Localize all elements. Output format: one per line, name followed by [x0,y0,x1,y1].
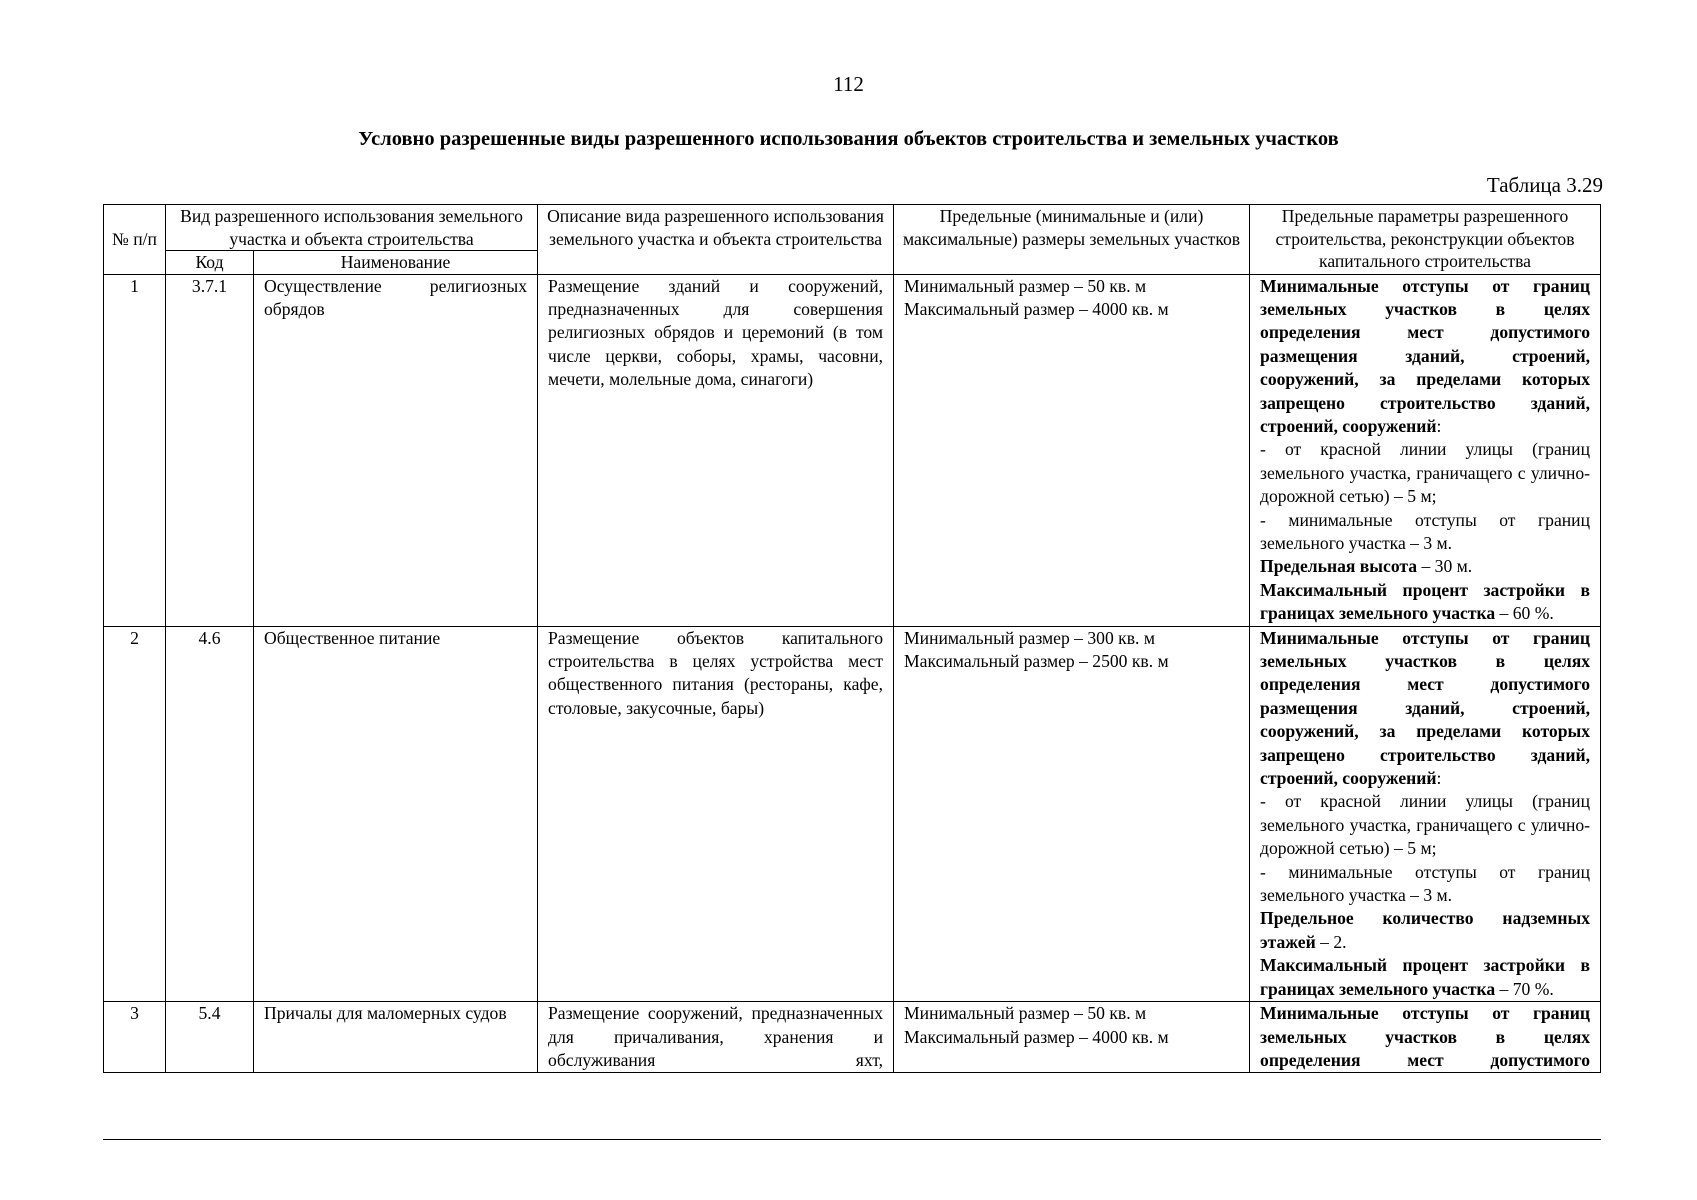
coverage-value: – 60 %. [1495,603,1554,624]
size-min: Минимальный размер – 50 кв. м [904,275,1147,296]
table-row [104,626,1601,1002]
setback-red-line: - от красной линии улицы (границ земельного участка, граничащего с улично-дорожной сетью) – 5 м; [1260,791,1591,859]
row-code: 4.6 [166,626,254,1002]
setback-red-line: - от красной линии улицы (границ земельного участка, граничащего с улично-дорожной сетью) – 5 м; [1260,439,1591,507]
height-limit-value: – 30 м. [1417,556,1473,577]
row-code: 3.7.1 [166,274,254,626]
row-land-sizes [894,626,1250,1002]
table-label: Таблица 3.29 [1486,173,1603,197]
row-code: 5.4 [166,1002,254,1073]
page-number: 112 [833,72,864,96]
coverage-label: Максимальный процент застройки в границах земельного участка [1260,579,1591,624]
size-min: Минимальный размер – 50 кв. м [904,1003,1147,1024]
row-description: Размещение сооружений, предназначенных для причаливания, хранения и обслуживания яхт, [538,1002,894,1073]
header-row [104,205,1601,251]
row-description: Размещение зданий и сооружений, предназначенных для совершения религиозных обрядов и церемоний (в том числе церкви, соборы, храмы, часовни, мечети, молельные дома, синагоги) [538,274,894,626]
size-max: Максимальный размер – 4000 кв. м [904,1026,1169,1047]
height-limit-label: Предельная высота [1260,556,1418,577]
size-max: Максимальный размер – 2500 кв. м [904,651,1169,671]
row-name: Причалы для маломерных судов [254,1002,538,1073]
row-parameters: Минимальные отступы от границ земельных участков в целях определения мест допустимого размещения зданий, строений, сооружений, за пределами которых запрещено строительство зданий, строений, сооружений: - от красной линии улицы (границ земельного участка, граничащего с улично-дорожной сетью) – 5 м; - минимальные отступы от границ земельного участка – 3 м. Предельное количество надземных этажей – 2. Максимальный процент застройки в границах земельного участка – 70 %. [1250,626,1601,1002]
size-min: Минимальный размер – 300 кв. м [904,627,1155,648]
table-row [104,1002,1601,1073]
land-use-table [103,204,1601,1073]
row-parameters [1250,1002,1601,1073]
floors-limit-label: Предельное количество надземных этажей [1260,908,1591,952]
row-land-sizes [894,274,1250,626]
row-number: 1 [104,274,166,626]
row-parameters: Минимальные отступы от границ земельных участков в целях определения мест допустимого размещения зданий, строений, сооружений, за пределами которых запрещено строительство зданий, строений, сооружений: - от красной линии улицы (границ земельного участка, граничащего с улично-дорожной сетью) – 5 м; - минимальные отступы от границ земельного участка – 3 м. Предельная высота – 30 м. Максимальный процент застройки в границах земельного участка – 60 %. [1250,274,1601,626]
setback-minimum: - минимальные отступы от границ земельного участка – 3 м. [1260,861,1591,906]
setback-minimum: - минимальные отступы от границ земельного участка – 3 м. [1260,509,1591,553]
header-use-type: Вид разрешенного использования земельного участка и объекта строительства [166,205,538,251]
coverage-label: Максимальный процент застройки в границах земельного участка [1260,955,1591,999]
row-number: 2 [104,626,166,1002]
document-title: Условно разрешенные виды разрешенного использования объектов строительства и земельных участков [358,128,1339,150]
setback-heading: Минимальные отступы от границ земельных участков в целях определения мест допустимого [1260,1003,1591,1070]
row-number: 3 [104,1002,166,1073]
header-name: Наименование [254,251,538,275]
header-description: Описание вида разрешенного использования земельного участка и объекта строительства [538,205,894,275]
table-row [104,274,1601,626]
setback-heading: Минимальные отступы от границ земельных участков в целях определения мест допустимого размещения зданий, строений, сооружений, за пределами которых запрещено строительство зданий, строений, сооружений [1260,275,1591,436]
row-name: Общественное питание [254,626,538,1002]
header-parameters: Предельные параметры разрешенного строительства, реконструкции объектов капитального строительства [1250,205,1601,275]
size-max: Максимальный размер – 4000 кв. м [904,298,1169,319]
floors-limit-value: – 2. [1315,931,1347,952]
header-code: Код [166,251,254,275]
header-land-sizes: Предельные (минимальные и (или) максимальные) размеры земельных участков [894,205,1250,275]
setback-heading: Минимальные отступы от границ земельных участков в целях определения мест допустимого размещения зданий, строений, сооружений, за пределами которых запрещено строительство зданий, строений, сооружений [1260,627,1591,789]
row-land-sizes [894,1002,1250,1073]
row-name: Осуществление религиозных обрядов [254,274,538,626]
header-number: № п/п [104,205,166,275]
table-viewport [103,204,1601,1140]
row-description: Размещение объектов капитального строительства в целях устройства мест общественного питания (рестораны, кафе, столовые, закусочные, бары) [538,626,894,1002]
coverage-value: – 70 %. [1495,978,1554,999]
